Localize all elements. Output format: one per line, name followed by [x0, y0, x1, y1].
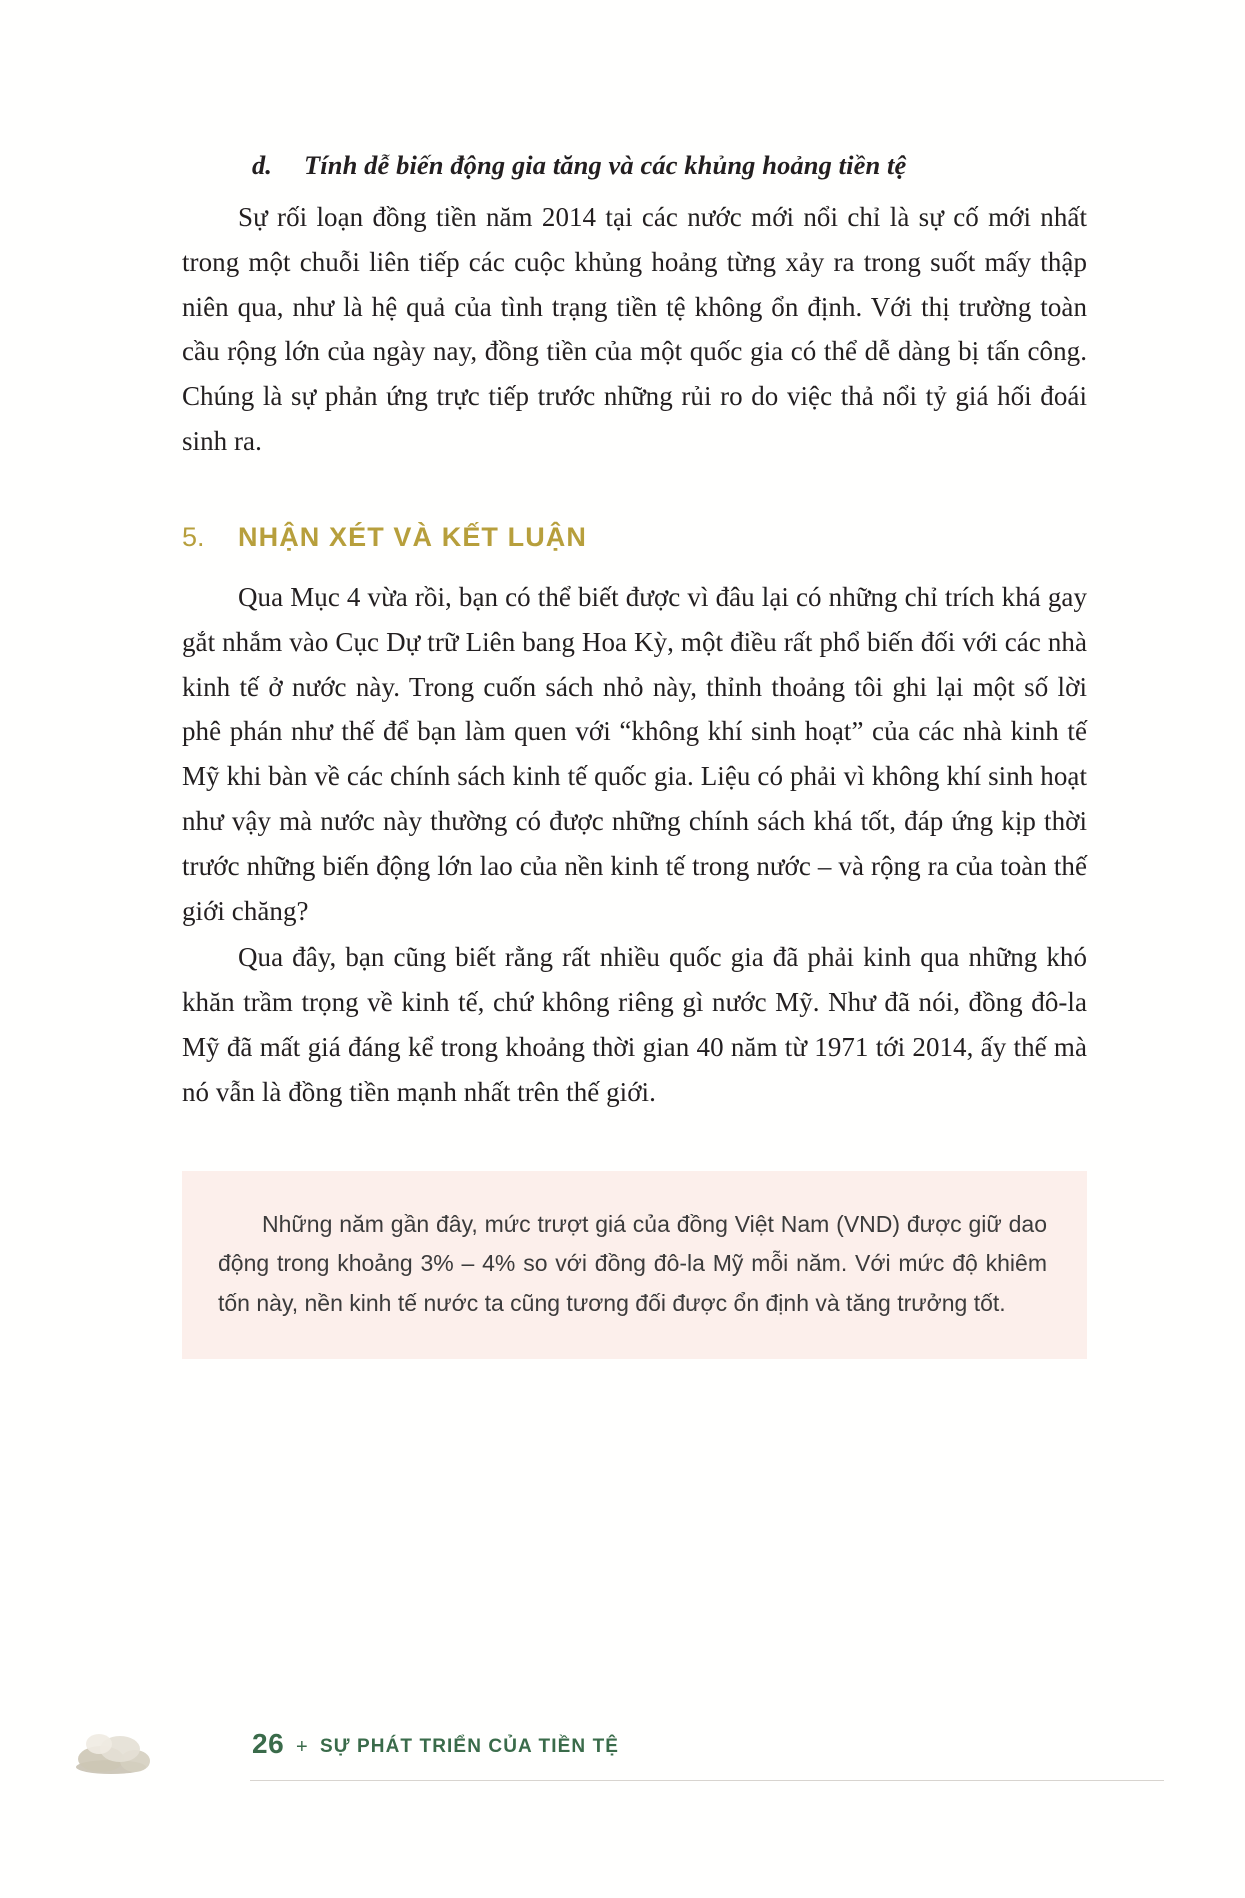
subsection-heading: [182, 150, 1087, 181]
section-paragraph-2: Qua đây, bạn cũng biết rằng rất nhiều quốc gia đã phải kinh qua những khó khăn trầm trọng về kinh tế, chứ không riêng gì nước Mỹ. Như đã nói, đồng đô-la Mỹ đã mất giá đáng kể trong khoảng thời gian 40 năm từ 1971 tới 2014, ấy thế mà nó vẫn là đồng tiền mạnh nhất trên thế giới.: [182, 942, 1087, 1107]
footer-separator-icon: +: [296, 1736, 308, 1758]
footer-divider: [250, 1780, 1164, 1781]
intro-paragraph: Sự rối loạn đồng tiền năm 2014 tại các nước mới nổi chỉ là sự cố mới nhất trong một chuỗi liên tiếp các cuộc khủng hoảng từng xảy ra trong suốt mấy thập niên qua, như là hệ quả của tình trạng tiền tệ không ổn định. Với thị trường toàn cầu rộng lớn của ngày nay, đồng tiền của một quốc gia có thể dễ dàng bị tấn công. Chúng là sự phản ứng trực tiếp trước những rủi ro do việc thả nổi tỷ giá hối đoái sinh ra.: [182, 202, 1087, 457]
decorative-coins-icon: [74, 1730, 158, 1778]
callout-text: Những năm gần đây, mức trượt giá của đồng Việt Nam (VND) được giữ dao động trong khoảng 3% – 4% so với đồng đô-la Mỹ mỗi năm. Với mức độ khiêm tốn này, nền kinh tế nước ta cũng tương đối được ổn định và tăng trưởng tốt.: [218, 1210, 1047, 1316]
subsection-marker: d.: [252, 150, 272, 180]
page-footer: [74, 1724, 1164, 1784]
page-number: 26: [252, 1728, 285, 1759]
page-content: [182, 150, 1087, 1359]
spacer: [182, 563, 1087, 575]
callout-box: [182, 1171, 1087, 1360]
section-paragraph-1: Qua Mục 4 vừa rồi, bạn có thể biết được vì đâu lại có những chỉ trích khá gay gắt nhắm vào Cục Dự trữ Liên bang Hoa Kỳ, một điều rất phổ biến đối với các nhà kinh tế ở nước này. Trong cuốn sách nhỏ này, thỉnh thoảng tôi ghi lại một số lời phê phán như thế để bạn làm quen với “không khí sinh hoạt” của các nhà kinh tế Mỹ khi bàn về các chính sách kinh tế quốc gia. Liệu có phải vì không khí sinh hoạt như vậy mà nước này thường có được những chính sách khá tốt, đáp ứng kịp thời trước những biến động lớn lao của nền kinh tế trong nước – và rộng ra của toàn thế giới chăng?: [182, 581, 1087, 926]
section-heading: [182, 522, 1087, 553]
section-number: 5.: [182, 521, 205, 552]
footer-chapter-title: SỰ PHÁT TRIỂN CỦA TIỀN TỆ: [320, 1736, 620, 1757]
spacer: [182, 466, 1087, 522]
section-title: NHẬN XÉT VÀ KẾT LUẬN: [238, 521, 588, 552]
subsection-title: Tính dễ biến động gia tăng và các khủng hoảng tiền tệ: [304, 150, 907, 180]
